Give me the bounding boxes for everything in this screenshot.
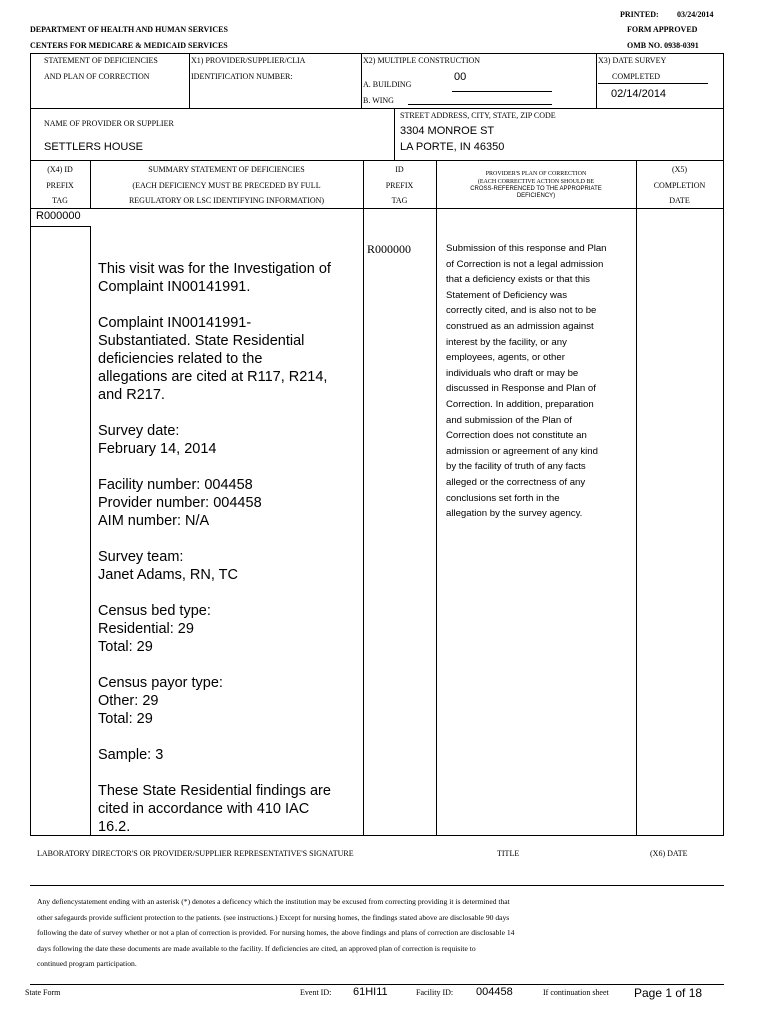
summary-line: Janet Adams, RN, TC: [98, 567, 238, 583]
plan-of-correction: [446, 241, 634, 522]
provider-name-label: NAME OF PROVIDER OR SUPPLIER: [44, 119, 174, 128]
id-header-2: PREFIX: [385, 181, 414, 190]
statement-label-2: AND PLAN OF CORRECTION: [44, 72, 150, 81]
plan-line: and submission of the Plan of: [446, 414, 572, 426]
summary-line: These State Residential findings are: [98, 783, 331, 799]
continuation-label: If continuation sheet: [543, 988, 609, 997]
summary-line: [98, 458, 360, 476]
plan-line: admission or agreement of any kind: [446, 445, 598, 457]
state-form-label: State Form: [25, 988, 61, 997]
plan-line: employees, agents, or other: [446, 352, 565, 364]
address-line-2: LA PORTE, IN 46350: [400, 141, 505, 153]
printed-date: 03/24/2014: [677, 10, 714, 19]
summary-line: Residential: 29: [98, 621, 194, 637]
summary-line: [98, 404, 360, 422]
left-tag: R000000: [36, 210, 81, 222]
plan-line: by the facility of truth of any facts: [446, 461, 586, 473]
summary-line: Census bed type:: [98, 603, 211, 619]
x3-label-2: COMPLETED: [612, 72, 660, 81]
plan-line: of Correction is not a legal admission: [446, 258, 604, 270]
facility-id-value: 004458: [476, 986, 513, 998]
summary-line: Complaint IN00141991.: [98, 279, 251, 295]
plan-line: that a deficiency exists or that this: [446, 274, 590, 286]
plan-header-3: CROSS-REFERENCED TO THE APPROPRIATE: [470, 186, 602, 192]
summary-line: This visit was for the Investigation of: [98, 261, 331, 277]
summary-line: [98, 296, 360, 314]
x4-header-1: (X4) ID: [47, 165, 73, 174]
plan-line: individuals who draft or may be: [446, 367, 579, 379]
plan-header-2: (EACH CORRECTIVE ACTION SHOULD BE: [477, 179, 595, 185]
statement-label-1: STATEMENT OF DEFICIENCIES: [44, 56, 158, 65]
survey-completed-date: 02/14/2014: [611, 88, 667, 100]
x4-header-3: TAG: [52, 196, 68, 205]
plan-line: allegation by the survey agency.: [446, 508, 583, 520]
summary-header-2: (EACH DEFICIENCY MUST BE PRECEDED BY FULL: [132, 181, 321, 190]
summary-line: Provider number: 004458: [98, 495, 262, 511]
x3-label-1: X3) DATE SURVEY: [598, 56, 667, 65]
summary-line: [98, 728, 360, 746]
plan-line: Correction. In addition, preparation: [446, 398, 594, 410]
summary-line: and R217.: [98, 387, 165, 403]
disclaimer-line: days following the date these documents are made available to the facility. If deficiencies are cited, an approved plan of correction is requisite to: [37, 943, 476, 953]
plan-line: interest by the facility, or any: [446, 336, 567, 348]
disclaimer: [37, 894, 717, 972]
summary-line: Facility number: 004458: [98, 477, 253, 493]
plan-line: Submission of this response and Plan: [446, 243, 607, 254]
plan-header-1: PROVIDER'S PLAN OF CORRECTION: [485, 171, 587, 177]
x1-label-2: IDENTIFICATION NUMBER:: [191, 72, 293, 81]
summary-line: AIM number: N/A: [98, 513, 210, 529]
summary-line: Census payor type:: [98, 675, 223, 691]
summary-line: 16.2.: [98, 819, 131, 835]
plan-line: conclusions set forth in the: [446, 492, 560, 504]
summary-line: [98, 656, 360, 674]
disclaimer-line: continued program participation.: [37, 959, 137, 969]
summary-header-3: REGULATORY OR LSC IDENTIFYING INFORMATION): [128, 196, 325, 205]
summary-header-1: SUMMARY STATEMENT OF DEFICIENCIES: [148, 165, 305, 174]
title-label: TITLE: [497, 849, 520, 858]
right-tag: R000000: [367, 242, 412, 256]
cms-name: CENTERS FOR MEDICARE & MEDICAID SERVICES: [30, 41, 228, 50]
event-id-value: 61HI11: [353, 986, 388, 998]
summary-line: [98, 530, 360, 548]
summary-line: deficiencies related to the: [98, 351, 263, 367]
facility-id-label: Facility ID:: [416, 988, 454, 997]
summary-line: [98, 584, 360, 602]
plan-header-4: DEFICIENCY): [516, 193, 556, 199]
department-name: DEPARTMENT OF HEALTH AND HUMAN SERVICES: [30, 25, 228, 34]
plan-line: Correction does not constitute an: [446, 430, 587, 442]
summary-line: Survey date:: [98, 423, 180, 439]
date-label: (X6) DATE: [650, 849, 688, 858]
summary-statement: [98, 260, 360, 836]
form-approved: FORM APPROVED: [627, 25, 698, 34]
x2-label: X2) MULTIPLE CONSTRUCTION: [363, 56, 481, 65]
disclaimer-line: Any defiencystatement ending with an asterisk (*) denotes a deficency which the institution may be excused from correcting providing it is determined that: [37, 897, 510, 906]
summary-line: February 14, 2014: [98, 441, 217, 457]
plan-line: correctly cited, and is also not to be: [446, 305, 597, 317]
summary-line: Complaint IN00141991-: [98, 315, 252, 331]
plan-line: alleged or the correctness of any: [446, 476, 586, 488]
x1-label-1: X1) PROVIDER/SUPPLIER/CLIA: [191, 56, 306, 65]
summary-line: Total: 29: [98, 639, 153, 655]
summary-line: Substantiated. State Residential: [98, 333, 305, 349]
omb-number: OMB NO. 0938-0391: [627, 41, 699, 50]
address-label: STREET ADDRESS, CITY, STATE, ZIP CODE: [400, 111, 556, 120]
plan-line: Statement of Deficiency was: [446, 289, 568, 301]
x5-header-3: DATE: [669, 196, 690, 205]
summary-line: Other: 29: [98, 693, 159, 709]
summary-line: Total: 29: [98, 711, 153, 727]
summary-line: Sample: 3: [98, 747, 164, 763]
signature-label: LABORATORY DIRECTOR'S OR PROVIDER/SUPPLIER REPRESENTATIVE'S SIGNATURE: [37, 849, 354, 858]
disclaimer-line: other safegaurds provide sufficient protection to the patients. (see instructions.) Except for nursing homes, the findings stated above are disclosable 90 days: [37, 912, 510, 922]
plan-line: construed as an admission against: [446, 320, 594, 332]
summary-line: Survey team:: [98, 549, 184, 565]
x4-header-2: PREFIX: [46, 181, 74, 190]
disclaimer-line: following the date of survey whether or not a plan of correction is provided. For nursing homes, the above findings and plans of correction are disclosable 14: [37, 928, 515, 938]
id-header-3: TAG: [391, 196, 408, 205]
summary-line: [98, 764, 360, 782]
address-line-1: 3304 MONROE ST: [400, 125, 495, 137]
x5-header-2: COMPLETION: [653, 181, 706, 190]
x5-header-1: (X5): [671, 165, 688, 174]
event-id-label: Event ID:: [300, 988, 332, 997]
id-header-1: ID: [395, 165, 404, 174]
x2-building-label: A. BUILDING: [363, 80, 412, 89]
page-number: Page 1 of 18: [634, 986, 703, 1000]
provider-name: SETTLERS HOUSE: [44, 141, 144, 153]
summary-line: cited in accordance with 410 IAC: [98, 801, 310, 817]
summary-line: allegations are cited at R117, R214,: [98, 369, 328, 385]
x2-wing-label: B. WING: [363, 96, 394, 105]
printed-label: PRINTED:: [620, 10, 659, 19]
x2-building-value: 00: [454, 71, 467, 83]
plan-line: discussed in Response and Plan of: [446, 383, 596, 395]
